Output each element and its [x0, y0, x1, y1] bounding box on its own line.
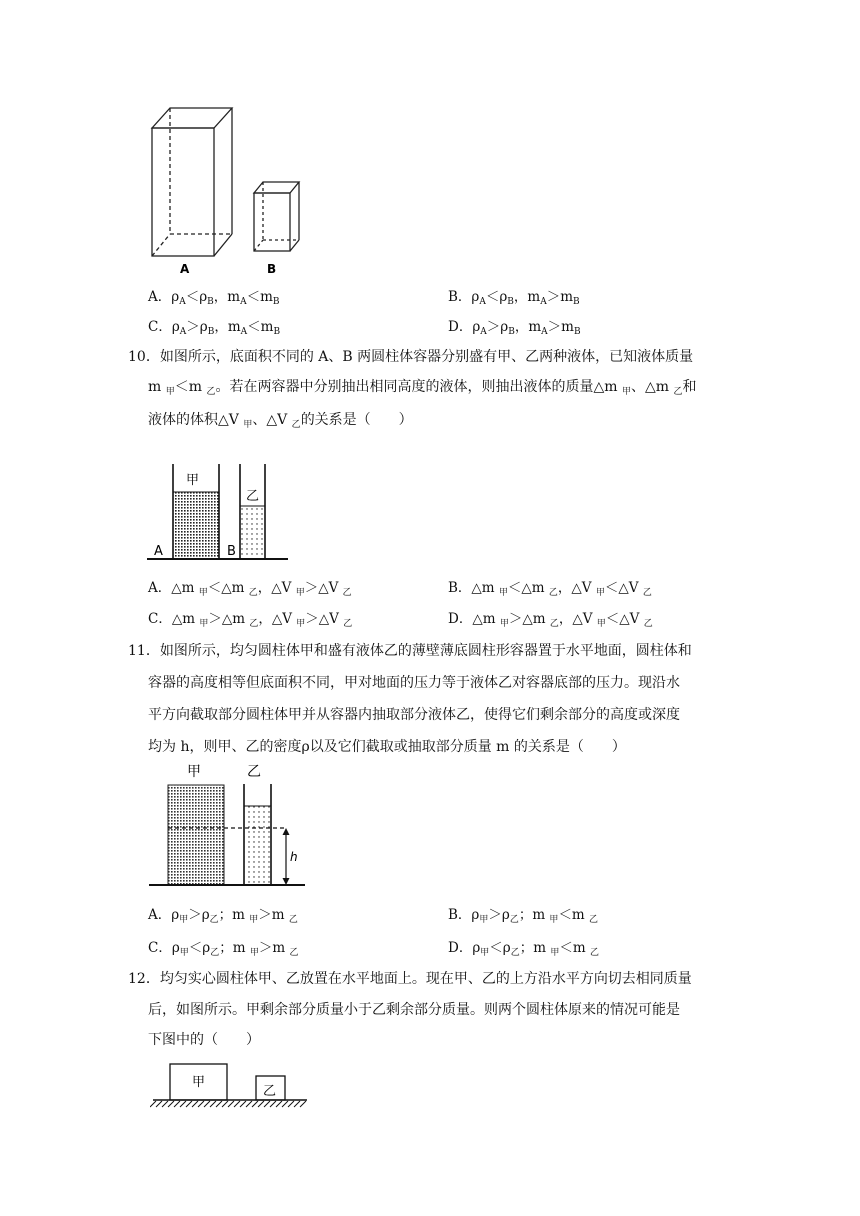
- q10-option-d: D．△m $_甲$＞△m $_乙$，△V $_甲$＜△V $_乙$: [448, 611, 653, 629]
- q10-option-b: B．△m $_甲$＜△m $_乙$，△V $_甲$＜△V $_乙$: [448, 580, 652, 598]
- ground-hatch-line: [258, 1101, 264, 1107]
- ground-hatch-line: [270, 1101, 276, 1107]
- q11-option-b: B．$\rho_甲>\rho_乙$；m $_甲$＜m $_乙$: [448, 907, 599, 925]
- ground-hatch-line: [180, 1101, 186, 1107]
- ground-hatch-line: [228, 1101, 234, 1107]
- q10-label-b: B: [227, 544, 236, 559]
- q11-stem-line2: 容器的高度相等但底面积不同，甲对地面的压力等于液体乙对容器底部的压力。现沿水: [148, 675, 680, 691]
- ground-hatch-line: [246, 1101, 252, 1107]
- ground-hatch-line: [222, 1101, 228, 1107]
- ground-hatch-line: [174, 1101, 180, 1107]
- q9-label-b: B: [267, 262, 277, 276]
- ground-hatch-line: [150, 1101, 156, 1107]
- q10-stem-line2: m $_甲$＜m $_乙$。若在两容器中分别抽出相同高度的液体，则抽出液体的质量△m $_甲$、△m $_乙$和: [148, 379, 697, 397]
- ground-hatch-line: [288, 1101, 294, 1107]
- q9-option-a: A．$\rho_A<\rho_B$，$m_A<m_B$: [148, 289, 280, 307]
- ground-hatch-line: [252, 1101, 258, 1107]
- q10-label-jia: 甲: [186, 473, 200, 488]
- q11-stem-line4: 均为 h，则甲、乙的密度ρ以及它们截取或抽取部分质量 m 的关系是（ ）: [148, 739, 626, 755]
- q12-stem-line3: 下图中的（ ）: [148, 1032, 260, 1048]
- ground-hatch-line: [282, 1101, 288, 1107]
- q10-option-a: A．△m $_甲$＜△m $_乙$，△V $_甲$＞△V $_乙$: [148, 580, 352, 598]
- ground-hatch-line: [216, 1101, 222, 1107]
- ground-hatch-line: [162, 1101, 168, 1107]
- q10-stem-line1: 10．如图所示，底面积不同的 A、B 两圆柱体容器分别盛有甲、乙两种液体，已知液体质量: [128, 349, 694, 365]
- q11-label-jia: 甲: [187, 764, 201, 780]
- q9-option-d: D．$\rho_A>\rho_B$，$m_A>m_B$: [448, 319, 581, 337]
- ground-hatch-line: [300, 1101, 306, 1107]
- q12-stem-line1: 12．均匀实心圆柱体甲、乙放置在水平地面上。现在甲、乙的上方沿水平方向切去相同质量: [128, 971, 692, 987]
- q11-option-d: D．$\rho_甲<\rho_乙$；m $_甲$＜m $_乙$: [448, 940, 599, 958]
- ground-hatch-line: [264, 1101, 270, 1107]
- q12-label-jia: 甲: [192, 1075, 206, 1090]
- q11-option-c: C．$\rho_甲<\rho_乙$；m $_甲$＞m $_乙$: [148, 940, 299, 958]
- ground-hatch-line: [198, 1101, 204, 1107]
- ground-hatch-line: [240, 1101, 246, 1107]
- q12-label-yi: 乙: [263, 1084, 277, 1099]
- q9-option-c: C．$\rho_A>\rho_B$，$m_A<m_B$: [148, 319, 281, 337]
- ground-hatch-line: [156, 1101, 162, 1107]
- q11-stem-line1: 11．如图所示，均匀圆柱体甲和盛有液体乙的薄壁薄底圆柱形容器置于水平地面，圆柱体和: [128, 643, 692, 659]
- q12-figure: [150, 1060, 312, 1112]
- q11-stem-line3: 平方向截取部分圆柱体甲并从容器内抽取部分液体乙，使得它们剩余部分的高度或深度: [148, 707, 680, 723]
- ground-hatch-line: [294, 1101, 300, 1107]
- q10-label-a: A: [154, 544, 163, 559]
- q9-figure: [140, 96, 310, 278]
- q11-option-a: A．$\rho_甲>\rho_乙$；m $_甲$＞m $_乙$: [148, 907, 298, 925]
- ground-hatch-line: [168, 1101, 174, 1107]
- q10-label-yi: 乙: [246, 489, 260, 504]
- q11-figure: [147, 760, 307, 892]
- ground-hatch-line: [276, 1101, 282, 1107]
- q12-stem-line2: 后，如图所示。甲剩余部分质量小于乙剩余部分质量。则两个圆柱体原来的情况可能是: [148, 1002, 680, 1018]
- q10-figure: [145, 462, 290, 564]
- ground-hatch-line: [234, 1101, 240, 1107]
- ground-hatch-line: [204, 1101, 210, 1107]
- q10-option-c: C．△m $_甲$＞△m $_乙$，△V $_甲$＞△V $_乙$: [148, 611, 353, 629]
- ground-hatch-line: [192, 1101, 198, 1107]
- q11-label-h: h: [290, 850, 298, 864]
- q9-option-b: B．$\rho_A<\rho_B$，$m_A>m_B$: [448, 289, 580, 307]
- ground-hatch-line: [210, 1101, 216, 1107]
- q9-label-a: A: [180, 262, 190, 276]
- q11-label-yi: 乙: [247, 764, 261, 780]
- ground-hatch-line: [186, 1101, 192, 1107]
- q10-stem-line3: 液体的体积△V $_甲$、△V $_乙$的关系是（ ）: [148, 412, 413, 430]
